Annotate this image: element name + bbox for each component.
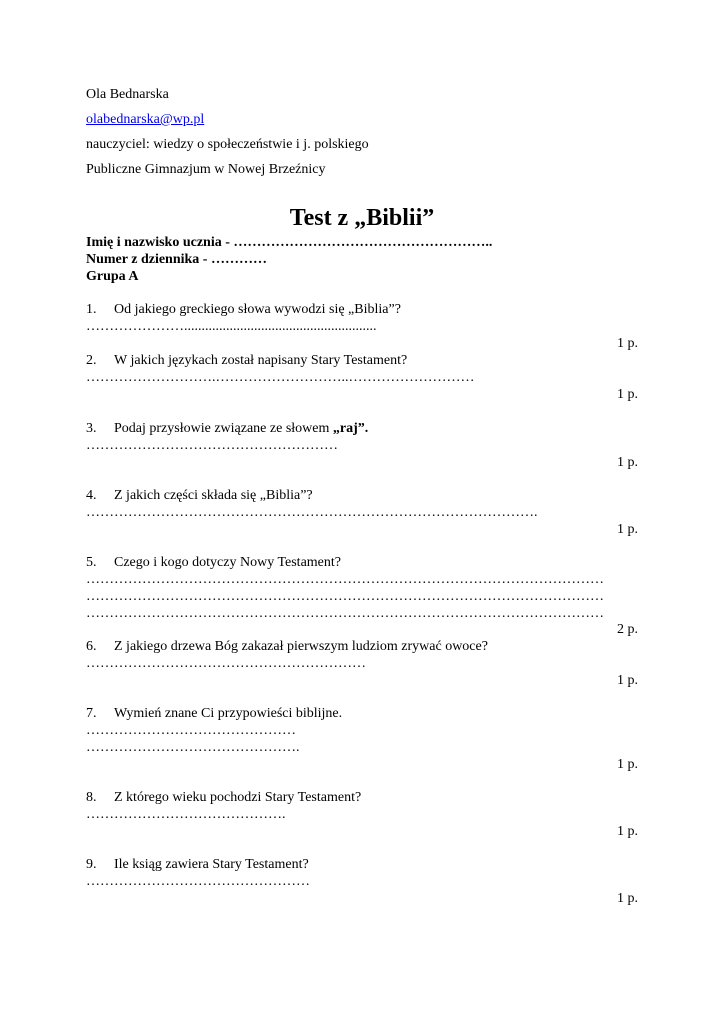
answer-line: ……………………………………. xyxy=(86,807,286,822)
question-number: 7. xyxy=(86,706,97,721)
answer-line: ……………………………………… xyxy=(86,723,296,738)
question-number: 2. xyxy=(86,353,97,368)
author-role: nauczyciel: wiedzy o społeczeństwie i j. polskiego xyxy=(86,137,369,152)
answer-line: ………………………………………………………………………………………………… xyxy=(86,606,604,621)
student-name-field: Imię i nazwisko ucznia - ……………………………………………….. xyxy=(86,235,493,250)
author-name: Ola Bednarska xyxy=(86,87,169,102)
question-points: 1 p. xyxy=(617,522,638,537)
question-3 xyxy=(86,421,368,437)
answer-line: ………………………………………………………………………………………………… xyxy=(86,589,604,604)
question-number: 9. xyxy=(86,857,97,872)
question-5 xyxy=(86,555,341,571)
author-email-link[interactable]: olabednarska@wp.pl xyxy=(86,112,205,127)
school-name: Publiczne Gimnazjum w Nowej Brzeźnicy xyxy=(86,162,326,177)
test-title: Test z „Biblii” xyxy=(289,205,435,231)
question-text: Z którego wieku pochodzi Stary Testament? xyxy=(114,790,362,805)
question-text: Od jakiego greckiego słowa wywodzi się „Biblia”? xyxy=(114,302,401,317)
answer-line: ………………………………………………………………………………………………… xyxy=(86,572,604,587)
question-number: 8. xyxy=(86,790,97,805)
question-number: 6. xyxy=(86,639,97,654)
question-keyword: „raj”. xyxy=(332,421,369,436)
question-points: 1 p. xyxy=(617,757,638,772)
question-points: 2 p. xyxy=(617,622,638,637)
question-text: W jakich językach został napisany Stary Testament? xyxy=(114,353,408,368)
group-label: Grupa A xyxy=(86,269,139,284)
answer-line: …………………....................................................... xyxy=(86,319,377,334)
question-4 xyxy=(86,488,313,504)
answer-line: ……………………………………………………………………………………. xyxy=(86,505,538,520)
question-points: 1 p. xyxy=(617,455,638,470)
question-text: Z jakiego drzewa Bóg zakazał pierwszym ludziom zrywać owoce? xyxy=(114,639,488,654)
answer-line: ………………………………………… xyxy=(86,874,310,889)
question-8 xyxy=(86,790,361,806)
question-9 xyxy=(86,857,309,873)
answer-line: ……………………….………………………..……………………… xyxy=(86,370,475,385)
question-2 xyxy=(86,353,407,369)
question-points: 1 p. xyxy=(617,336,638,351)
question-points: 1 p. xyxy=(617,673,638,688)
question-text: Czego i kogo dotyczy Nowy Testament? xyxy=(114,555,341,570)
question-text: Ile ksiąg zawiera Stary Testament? xyxy=(114,857,309,872)
answer-line: ………………………………………. xyxy=(86,740,300,755)
question-number: 3. xyxy=(86,421,97,436)
question-points: 1 p. xyxy=(617,824,638,839)
question-1 xyxy=(86,302,401,318)
question-number: 4. xyxy=(86,488,97,503)
question-number: 1. xyxy=(86,302,97,317)
answer-line: ……………………………………………… xyxy=(86,438,338,453)
question-text: Wymień znane Ci przypowieści biblijne. xyxy=(114,706,343,721)
question-number: 5. xyxy=(86,555,97,570)
diary-number-field: Numer z dziennika - ………… xyxy=(86,252,267,267)
answer-line: …………………………………………………… xyxy=(86,656,366,671)
question-6 xyxy=(86,639,488,655)
question-7 xyxy=(86,706,342,722)
question-points: 1 p. xyxy=(617,387,638,402)
question-points: 1 p. xyxy=(617,891,638,906)
question-text: Podaj przysłowie związane ze słowem xyxy=(114,421,333,436)
question-text: Z jakich części składa się „Biblia”? xyxy=(114,488,313,503)
